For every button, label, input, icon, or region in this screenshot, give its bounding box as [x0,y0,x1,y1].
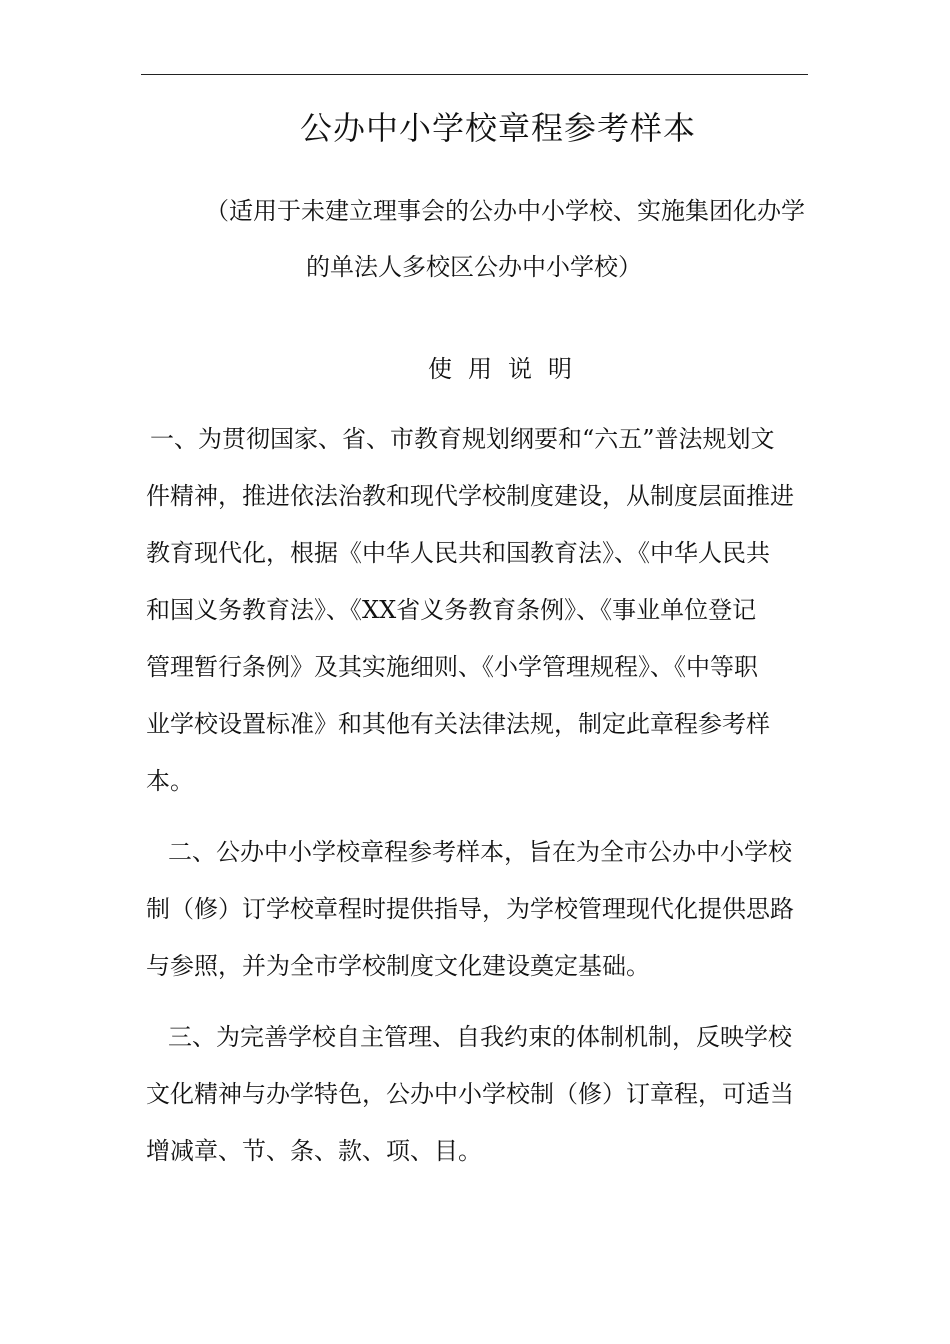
document-title: 公办中小学校章程参考样本 [299,109,696,147]
paragraph-line: 一、为贯彻国家、省、市教育规划纲要和“六五”普法规划文 [150,425,775,453]
section-heading: 使用说明 [428,355,588,383]
paragraph-line: 件精神，推进依法治教和现代学校制度建设，从制度层面推进 [146,482,794,510]
paragraph-line: 增减章、节、条、款、项、目。 [146,1137,482,1165]
subtitle-line: （适用于未建立理事会的公办中小学校、实施集团化办学 [205,197,805,225]
header-rule [141,74,808,75]
paragraph-line: 与参照，并为全市学校制度文化建设奠定基础。 [146,952,650,980]
paragraph-line: 制（修）订学校章程时提供指导，为学校管理现代化提供思路 [146,895,794,923]
paragraph-line: 教育现代化，根据《中华人民共和国教育法》、《中华人民共 [146,539,770,567]
subtitle-line: 的单法人多校区公办中小学校） [306,253,642,281]
paragraph-line: 业学校设置标准》和其他有关法律法规，制定此章程参考样 [146,710,770,738]
paragraph-line: 本。 [146,767,194,795]
paragraph-line: 管理暂行条例》及其实施细则、《小学管理规程》、《中等职 [146,653,758,681]
paragraph-line: 三、为完善学校自主管理、自我约束的体制机制，反映学校 [168,1023,792,1051]
paragraph-line: 文化精神与办学特色，公办中小学校制（修）订章程，可适当 [146,1080,794,1108]
paragraph-line: 二、公办中小学校章程参考样本，旨在为全市公办中小学校 [168,838,792,866]
paragraph-line: 和国义务教育法》、《XX省义务教育条例》、《事业单位登记 [146,596,757,624]
